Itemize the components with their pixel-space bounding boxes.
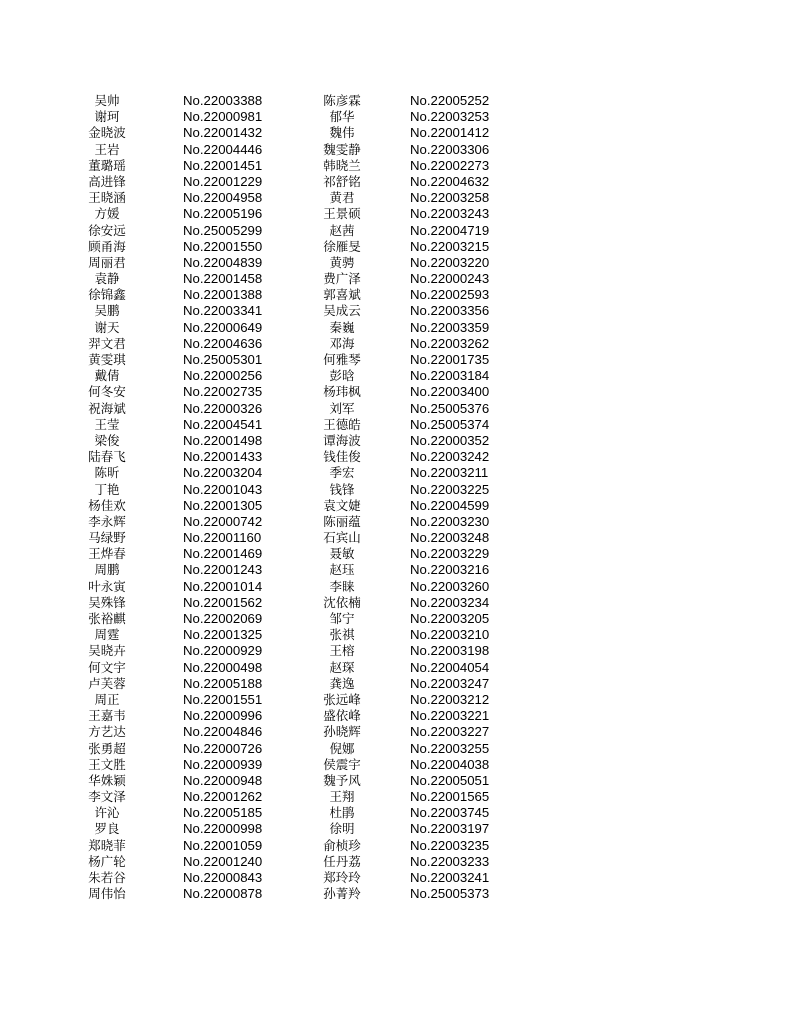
id-right-cell: No.22003258 xyxy=(410,190,490,206)
table-row xyxy=(0,757,800,773)
id-left-cell: No.22000742 xyxy=(183,513,263,529)
id-left-cell: No.22002069 xyxy=(183,611,263,626)
name-left-cell: 方媛 xyxy=(94,206,120,222)
table-row xyxy=(0,255,800,271)
name-right-cell: 彭晗 xyxy=(329,368,355,384)
id-right-cell: No.22003242 xyxy=(410,449,490,465)
id-right-cell: No.22003216 xyxy=(410,562,490,578)
name-left-cell: 杨佳欢 xyxy=(88,497,126,513)
name-left-cell: 叶永寅 xyxy=(88,578,126,594)
id-left-cell: No.22001550 xyxy=(183,238,263,254)
id-right-cell: No.22000352 xyxy=(410,432,490,448)
id-right-cell: No.22003210 xyxy=(410,627,490,643)
name-right-cell: 盛依峰 xyxy=(323,708,361,724)
name-left-cell: 黄雯琪 xyxy=(88,352,126,367)
name-right-cell: 俞桢珍 xyxy=(323,837,361,853)
name-right-cell: 陈彦霖 xyxy=(323,93,361,108)
name-right-cell: 钱佳俊 xyxy=(323,449,361,465)
id-right-cell: No.22003221 xyxy=(410,708,490,724)
table-row xyxy=(0,482,800,498)
name-right-cell: 魏雯静 xyxy=(323,141,361,157)
name-left-cell: 卢芙蓉 xyxy=(88,675,126,691)
name-left-cell: 杨广轮 xyxy=(88,853,126,869)
id-right-cell: No.22001735 xyxy=(410,352,490,367)
table-row xyxy=(0,821,800,837)
name-right-cell: 赵珏 xyxy=(329,562,355,578)
table-row xyxy=(0,708,800,724)
id-right-cell: No.22002273 xyxy=(410,157,490,173)
name-right-cell: 魏予风 xyxy=(323,772,361,788)
name-right-cell: 钱锋 xyxy=(329,481,355,497)
id-left-cell: No.22000996 xyxy=(183,708,263,724)
id-left-cell: No.22001458 xyxy=(183,271,263,287)
id-left-cell: No.22000726 xyxy=(183,740,263,756)
id-right-cell: No.22003220 xyxy=(410,254,490,270)
name-right-cell: 徐明 xyxy=(329,821,355,837)
name-left-cell: 高进锋 xyxy=(88,173,126,189)
id-left-cell: No.22001562 xyxy=(183,594,263,610)
id-right-cell: No.25005376 xyxy=(410,400,490,416)
table-row xyxy=(0,595,800,611)
id-left-cell: No.22004846 xyxy=(183,724,263,740)
id-left-cell: No.22001262 xyxy=(183,789,263,805)
name-left-cell: 吴殊锋 xyxy=(88,594,126,610)
id-left-cell: No.22004839 xyxy=(183,254,263,270)
name-left-cell: 李文泽 xyxy=(88,789,126,805)
id-left-cell: No.22001229 xyxy=(183,173,263,189)
name-right-cell: 王榕 xyxy=(329,643,355,659)
name-right-cell: 郑玲玲 xyxy=(323,870,361,885)
name-left-cell: 华姝颖 xyxy=(88,772,126,788)
id-right-cell: No.22003184 xyxy=(410,368,490,384)
name-right-cell: 陈丽蕴 xyxy=(323,513,361,529)
name-left-cell: 周丽君 xyxy=(88,254,126,270)
name-right-cell: 张远峰 xyxy=(323,691,361,707)
table-row xyxy=(0,158,800,174)
id-left-cell: No.22000256 xyxy=(183,368,263,384)
id-left-cell: No.22001388 xyxy=(183,287,263,303)
id-right-cell: No.22002593 xyxy=(410,287,490,303)
name-right-cell: 邓海 xyxy=(329,335,355,351)
table-row xyxy=(0,660,800,676)
id-right-cell: No.25005374 xyxy=(410,416,490,432)
id-right-cell: No.22003205 xyxy=(410,611,490,626)
id-left-cell: No.22003388 xyxy=(183,93,263,108)
name-right-cell: 谭海波 xyxy=(323,432,361,448)
id-left-cell: No.22000878 xyxy=(183,886,263,902)
id-right-cell: No.22003235 xyxy=(410,837,490,853)
name-left-cell: 祝海斌 xyxy=(88,400,126,416)
id-right-cell: No.22004632 xyxy=(410,173,490,189)
table-row xyxy=(0,303,800,319)
table-row xyxy=(0,805,800,821)
id-right-cell: No.22005051 xyxy=(410,772,490,788)
id-right-cell: No.22001412 xyxy=(410,125,490,141)
table-row xyxy=(0,870,800,886)
id-right-cell: No.22004599 xyxy=(410,497,490,513)
name-right-cell: 季宏 xyxy=(329,465,355,481)
id-right-cell: No.22000243 xyxy=(410,271,490,287)
name-right-cell: 刘军 xyxy=(329,400,355,416)
table-row xyxy=(0,368,800,384)
table-row xyxy=(0,190,800,206)
table-row xyxy=(0,287,800,303)
id-left-cell: No.22001469 xyxy=(183,546,263,562)
name-right-cell: 杨玮枫 xyxy=(323,384,361,400)
name-left-cell: 吴帅 xyxy=(94,93,120,108)
name-right-cell: 韩晓兰 xyxy=(323,157,361,173)
id-right-cell: No.22003306 xyxy=(410,141,490,157)
id-left-cell: No.22001059 xyxy=(183,837,263,853)
id-left-cell: No.22000939 xyxy=(183,756,263,772)
name-left-cell: 羿文君 xyxy=(88,335,126,351)
name-right-cell: 龚逸 xyxy=(329,675,355,691)
id-right-cell: No.22003233 xyxy=(410,853,490,869)
table-row xyxy=(0,384,800,400)
name-left-cell: 王文胜 xyxy=(88,756,126,772)
table-row xyxy=(0,854,800,870)
id-left-cell: No.22001432 xyxy=(183,125,263,141)
table-row xyxy=(0,546,800,562)
name-right-cell: 吴成云 xyxy=(323,303,361,319)
id-right-cell: No.22003229 xyxy=(410,546,490,562)
table-row xyxy=(0,93,800,109)
id-right-cell: No.22003247 xyxy=(410,675,490,691)
name-right-cell: 孙菁羚 xyxy=(323,886,361,902)
id-left-cell: No.22001451 xyxy=(183,157,263,173)
table-row xyxy=(0,239,800,255)
table-row xyxy=(0,514,800,530)
table-row xyxy=(0,223,800,239)
id-left-cell: No.22001551 xyxy=(183,691,263,707)
id-right-cell: No.22004038 xyxy=(410,756,490,772)
table-row xyxy=(0,676,800,692)
name-right-cell: 何雅琴 xyxy=(323,352,361,367)
id-left-cell: No.22003341 xyxy=(183,303,263,319)
id-left-cell: No.22004958 xyxy=(183,190,263,206)
id-right-cell: No.22004719 xyxy=(410,222,490,238)
name-right-cell: 石宾山 xyxy=(323,530,361,546)
name-right-cell: 黄君 xyxy=(329,190,355,206)
name-left-cell: 董璐瑶 xyxy=(88,157,126,173)
id-left-cell: No.22001433 xyxy=(183,449,263,465)
id-left-cell: No.22004636 xyxy=(183,335,263,351)
name-left-cell: 周伟怡 xyxy=(88,886,126,902)
name-left-cell: 戴倩 xyxy=(94,368,120,384)
table-row xyxy=(0,627,800,643)
table-row xyxy=(0,125,800,141)
table-row xyxy=(0,789,800,805)
name-left-cell: 丁艳 xyxy=(94,481,120,497)
table-row xyxy=(0,352,800,368)
name-left-cell: 张裕麒 xyxy=(88,611,126,626)
id-left-cell: No.22005196 xyxy=(183,206,263,222)
id-right-cell: No.22003359 xyxy=(410,319,490,335)
name-left-cell: 陆春飞 xyxy=(88,449,126,465)
id-right-cell: No.22003198 xyxy=(410,643,490,659)
id-right-cell: No.22003262 xyxy=(410,335,490,351)
name-left-cell: 何文宇 xyxy=(88,659,126,675)
id-right-cell: No.22003197 xyxy=(410,821,490,837)
name-right-cell: 王景硕 xyxy=(323,206,361,222)
id-left-cell: No.22000948 xyxy=(183,772,263,788)
id-left-cell: No.22001043 xyxy=(183,481,263,497)
name-right-cell: 祁舒铭 xyxy=(323,173,361,189)
id-right-cell: No.22003255 xyxy=(410,740,490,756)
id-left-cell: No.22004541 xyxy=(183,416,263,432)
name-left-cell: 何冬安 xyxy=(88,384,126,400)
table-row xyxy=(0,562,800,578)
name-left-cell: 郑晓菲 xyxy=(88,837,126,853)
table-row xyxy=(0,449,800,465)
name-left-cell: 张勇超 xyxy=(88,740,126,756)
table-row xyxy=(0,692,800,708)
id-right-cell: No.22003248 xyxy=(410,530,490,546)
id-right-cell: No.22003227 xyxy=(410,724,490,740)
id-right-cell: No.22003212 xyxy=(410,691,490,707)
id-left-cell: No.22002735 xyxy=(183,384,263,400)
name-left-cell: 周霆 xyxy=(94,627,120,643)
table-row xyxy=(0,206,800,222)
table-row xyxy=(0,401,800,417)
name-right-cell: 任丹荔 xyxy=(323,853,361,869)
id-left-cell: No.22005185 xyxy=(183,805,263,821)
name-right-cell: 赵琛 xyxy=(329,659,355,675)
name-right-cell: 袁文婕 xyxy=(323,497,361,513)
name-left-cell: 吴晓卉 xyxy=(88,643,126,659)
id-left-cell: No.22000929 xyxy=(183,643,263,659)
table-row xyxy=(0,530,800,546)
id-right-cell: No.22003260 xyxy=(410,578,490,594)
name-left-cell: 周正 xyxy=(94,691,120,707)
id-left-cell: No.22000998 xyxy=(183,821,263,837)
name-right-cell: 郭喜斌 xyxy=(323,287,361,303)
id-left-cell: No.22001243 xyxy=(183,562,263,578)
name-right-cell: 侯震宇 xyxy=(323,756,361,772)
name-right-cell: 李睐 xyxy=(329,578,355,594)
id-left-cell: No.22000649 xyxy=(183,319,263,335)
id-right-cell: No.22003225 xyxy=(410,481,490,497)
name-left-cell: 梁俊 xyxy=(94,432,120,448)
id-left-cell: No.22001325 xyxy=(183,627,263,643)
name-right-cell: 聂敏 xyxy=(329,546,355,562)
name-left-cell: 顾甬海 xyxy=(88,238,126,254)
name-right-cell: 杜鹃 xyxy=(329,805,355,821)
id-left-cell: No.22004446 xyxy=(183,141,263,157)
id-left-cell: No.22000843 xyxy=(183,870,263,885)
name-left-cell: 朱若谷 xyxy=(88,870,126,885)
name-right-cell: 沈依楠 xyxy=(323,594,361,610)
table-row xyxy=(0,417,800,433)
table-row xyxy=(0,109,800,125)
name-right-cell: 王翔 xyxy=(329,789,355,805)
table-row xyxy=(0,142,800,158)
name-left-cell: 袁静 xyxy=(94,271,120,287)
name-left-cell: 吴鹏 xyxy=(94,303,120,319)
name-right-cell: 张祺 xyxy=(329,627,355,643)
name-left-cell: 谢天 xyxy=(94,319,120,335)
id-right-cell: No.22003211 xyxy=(410,465,489,481)
table-row xyxy=(0,724,800,740)
table-row xyxy=(0,643,800,659)
table-row xyxy=(0,271,800,287)
name-left-cell: 方艺达 xyxy=(88,724,126,740)
name-right-cell: 赵茜 xyxy=(329,222,355,238)
name-list-table xyxy=(0,93,800,902)
id-right-cell: No.22003253 xyxy=(410,109,490,125)
id-left-cell: No.22001160 xyxy=(183,530,262,546)
name-right-cell: 邹宁 xyxy=(329,611,355,626)
name-right-cell: 倪娜 xyxy=(329,740,355,756)
id-right-cell: No.22004054 xyxy=(410,659,490,675)
name-right-cell: 费广泽 xyxy=(323,271,361,287)
id-right-cell: No.22003400 xyxy=(410,384,490,400)
table-row xyxy=(0,886,800,902)
name-right-cell: 黄骋 xyxy=(329,254,355,270)
table-row xyxy=(0,465,800,481)
id-left-cell: No.22000981 xyxy=(183,109,263,125)
name-right-cell: 秦巍 xyxy=(329,319,355,335)
name-left-cell: 王嘉韦 xyxy=(88,708,126,724)
id-left-cell: No.22001305 xyxy=(183,497,263,513)
table-row xyxy=(0,498,800,514)
name-right-cell: 郁华 xyxy=(329,109,355,125)
table-row xyxy=(0,320,800,336)
table-row xyxy=(0,611,800,627)
id-left-cell: No.22001014 xyxy=(183,578,263,594)
id-left-cell: No.22005188 xyxy=(183,675,263,691)
id-right-cell: No.22003243 xyxy=(410,206,490,222)
id-right-cell: No.22003234 xyxy=(410,594,490,610)
id-right-cell: No.22003356 xyxy=(410,303,490,319)
id-left-cell: No.22001498 xyxy=(183,432,263,448)
id-left-cell: No.22000498 xyxy=(183,659,263,675)
id-right-cell: No.22003230 xyxy=(410,513,490,529)
name-right-cell: 魏伟 xyxy=(329,125,355,141)
name-left-cell: 王莹 xyxy=(94,416,120,432)
name-left-cell: 许沁 xyxy=(94,805,120,821)
id-left-cell: No.25005301 xyxy=(183,352,263,367)
id-right-cell: No.22003215 xyxy=(410,238,490,254)
name-left-cell: 王烨春 xyxy=(88,546,126,562)
name-left-cell: 王晓涵 xyxy=(88,190,126,206)
name-left-cell: 徐锦鑫 xyxy=(88,287,126,303)
table-row xyxy=(0,336,800,352)
name-right-cell: 孙晓辉 xyxy=(323,724,361,740)
id-right-cell: No.25005373 xyxy=(410,886,490,902)
table-row xyxy=(0,433,800,449)
table-row xyxy=(0,741,800,757)
table-row xyxy=(0,773,800,789)
table-row xyxy=(0,174,800,190)
id-left-cell: No.25005299 xyxy=(183,222,263,238)
name-left-cell: 王岩 xyxy=(94,141,120,157)
name-left-cell: 李永辉 xyxy=(88,513,126,529)
id-right-cell: No.22003745 xyxy=(410,805,490,821)
name-left-cell: 马绿野 xyxy=(88,530,126,546)
name-left-cell: 徐安远 xyxy=(88,222,126,238)
id-right-cell: No.22005252 xyxy=(410,93,490,108)
table-row xyxy=(0,579,800,595)
id-right-cell: No.22001565 xyxy=(410,789,490,805)
id-right-cell: No.22003241 xyxy=(410,870,490,885)
id-left-cell: No.22003204 xyxy=(183,465,263,481)
name-left-cell: 罗良 xyxy=(94,821,120,837)
name-right-cell: 徐雁旻 xyxy=(323,238,361,254)
name-left-cell: 谢珂 xyxy=(94,109,120,125)
name-left-cell: 金晓波 xyxy=(88,125,126,141)
name-left-cell: 周鹏 xyxy=(94,562,120,578)
name-right-cell: 王德皓 xyxy=(323,416,361,432)
name-left-cell: 陈昕 xyxy=(94,465,120,481)
table-row xyxy=(0,838,800,854)
id-left-cell: No.22001240 xyxy=(183,853,263,869)
id-left-cell: No.22000326 xyxy=(183,400,263,416)
